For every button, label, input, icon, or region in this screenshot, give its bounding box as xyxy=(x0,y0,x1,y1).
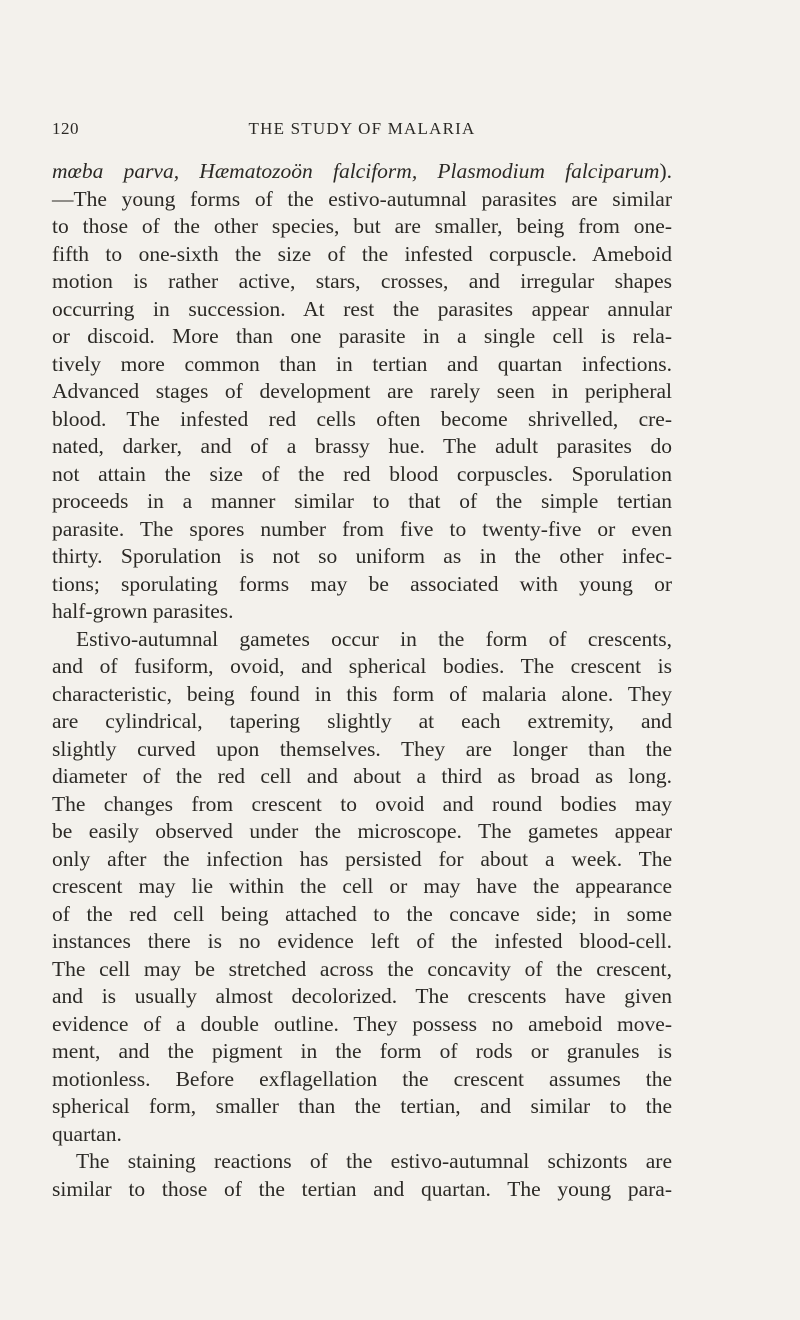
species-names: mœba parva, Hæmatozoön falciform, Plasmodium falciparum xyxy=(52,159,660,183)
text-line: or discoid. More than one parasite in a single cell is rela- xyxy=(52,324,672,348)
text-line: Estivo-autumnal gametes occur in the form of crescents, xyxy=(76,626,672,651)
text-line: not attain the size of the red blood corpuscles. Sporulation xyxy=(52,461,672,486)
text-line: instances there is no evidence left of the infested blood-cell. xyxy=(52,929,672,953)
text-line: quartan. xyxy=(52,1121,122,1146)
text-line: tions; sporulating forms may be associated with young or xyxy=(52,571,672,596)
text-line: fifth to one-sixth the size of the infested corpuscle. Ameboid xyxy=(52,241,672,266)
text-line: parasite. The spores number from five to twenty-five or even xyxy=(52,516,672,541)
text-line xyxy=(52,158,672,186)
text-line: thirty. Sporulation is not so uniform as in the other infec- xyxy=(52,544,672,568)
text-line: blood. The infested red cells often become shrivelled, cre- xyxy=(52,406,672,431)
text-line: be easily observed under the microscope. The gametes appear xyxy=(52,819,672,843)
text-line: spherical form, smaller than the tertian, and similar to the xyxy=(52,1094,672,1118)
text-line: nated, darker, and of a brassy hue. The adult parasites do xyxy=(52,434,672,458)
text-line: diameter of the red cell and about a third as broad as long. xyxy=(52,764,672,788)
text-line: evidence of a double outline. They possess no ameboid move- xyxy=(52,1011,672,1036)
text-line: The cell may be stretched across the concavity of the crescent, xyxy=(52,956,672,981)
text-line: The staining reactions of the estivo-autumnal schizonts are xyxy=(76,1149,672,1173)
text-line: slightly curved upon themselves. They are longer than the xyxy=(52,736,672,761)
text-line: motion is rather active, stars, crosses, and irregular shapes xyxy=(52,269,672,293)
body-text xyxy=(52,158,672,1203)
text-line: ment, and the pigment in the form of rods or granules is xyxy=(52,1039,672,1063)
text-line: similar to those of the tertian and quartan. The young para- xyxy=(52,1176,672,1201)
text-line: and of fusiform, ovoid, and spherical bodies. The crescent is xyxy=(52,654,672,678)
page-header xyxy=(52,119,672,145)
text-line: proceeds in a manner similar to that of the simple tertian xyxy=(52,489,672,513)
text-line: motionless. Before exflagellation the crescent assumes the xyxy=(52,1066,672,1091)
text-line: of the red cell being attached to the concave side; in some xyxy=(52,901,672,926)
text-line: Advanced stages of development are rarely seen in peripheral xyxy=(52,379,672,403)
text-line: The changes from crescent to ovoid and round bodies may xyxy=(52,791,672,816)
text-line: occurring in succession. At rest the parasites appear annular xyxy=(52,296,672,321)
text-line: only after the infection has persisted for about a week. The xyxy=(52,846,672,871)
text-line: and is usually almost decolorized. The crescents have given xyxy=(52,984,672,1008)
text-line: half-grown parasites. xyxy=(52,599,234,623)
page-number: 120 xyxy=(52,119,79,138)
species-names-close: ). xyxy=(659,159,672,183)
text-line: tively more common than in tertian and quartan infections. xyxy=(52,351,672,376)
text-line: —The young forms of the estivo-autumnal parasites are similar xyxy=(52,186,672,211)
text-line: are cylindrical, tapering slightly at each extremity, and xyxy=(52,709,672,733)
text-line: to those of the other species, but are smaller, being from one- xyxy=(52,214,672,238)
running-title: THE STUDY OF MALARIA xyxy=(248,119,476,138)
text-line: characteristic, being found in this form of malaria alone. They xyxy=(52,681,672,706)
text-line: crescent may lie within the cell or may have the appearance xyxy=(52,874,672,898)
